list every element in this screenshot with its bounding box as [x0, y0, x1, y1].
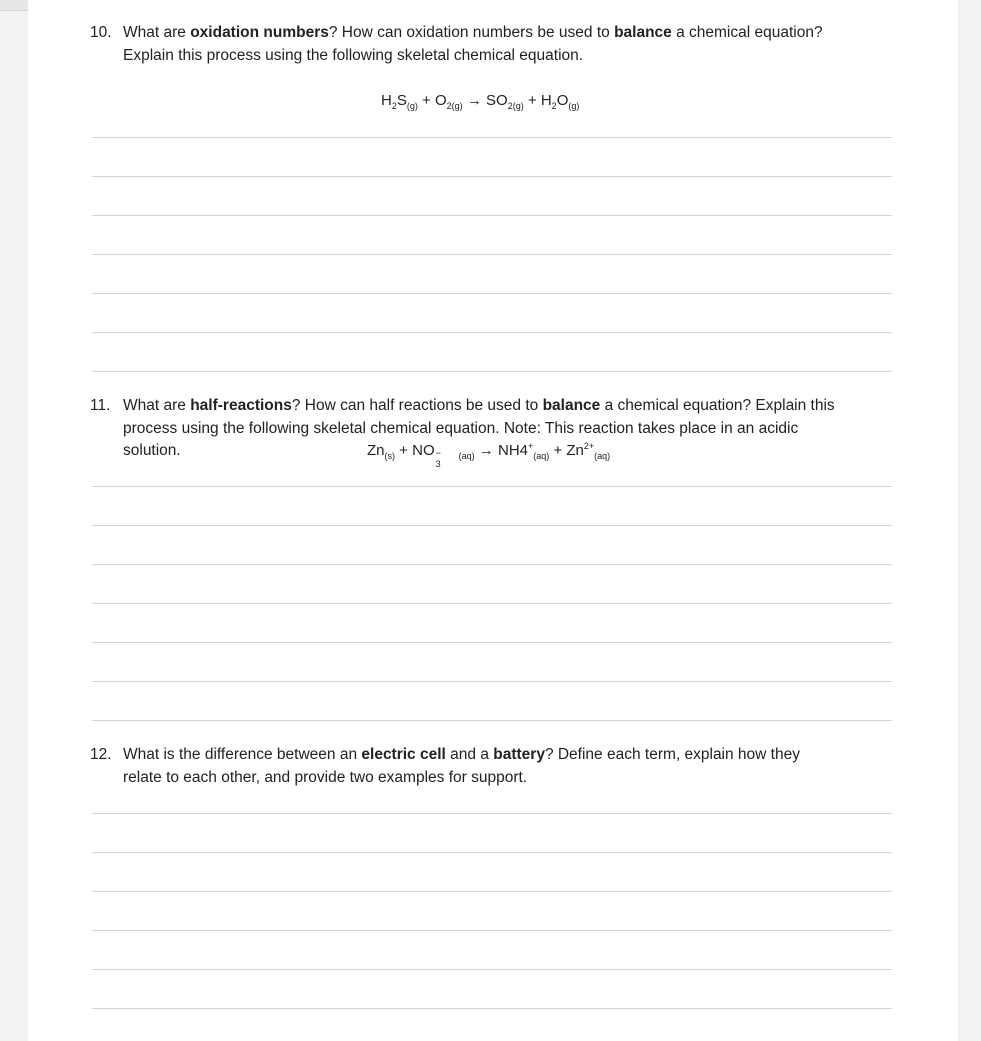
question-text: and a: [445, 746, 494, 763]
answer-line: [92, 525, 892, 526]
answer-line: [92, 720, 892, 721]
answer-line: [92, 1008, 892, 1009]
answer-line: [92, 176, 892, 177]
answer-line: [92, 486, 892, 487]
question-text: What are: [123, 24, 191, 41]
answer-line: [92, 603, 892, 604]
question-text: What are: [123, 397, 191, 414]
question-number: 12.: [90, 746, 112, 763]
question-text: a chemical equation?: [671, 24, 823, 41]
answer-line: [92, 564, 892, 565]
answer-line: [92, 137, 892, 138]
question-10: [90, 22, 900, 67]
term-electric-cell: electric cell: [361, 746, 446, 763]
answer-line: [92, 371, 892, 372]
answer-line: [92, 681, 892, 682]
question-text: relate to each other, and provide two examples for support.: [123, 768, 528, 786]
answer-line: [92, 969, 892, 970]
question-text: ? Define each term, explain how they: [544, 746, 800, 763]
question-12: [90, 744, 900, 789]
question-number: 11.: [90, 397, 111, 414]
answer-line: [92, 852, 892, 853]
question-text: a chemical equation? Explain this: [600, 397, 835, 414]
equation-11: $Zn_{(s)}$ + NO − 3 $_{(aq)} \to NH4^+_{(aq)} + Zn^{2+}_{(aq)}$: [367, 441, 611, 469]
question-text: ? How can half reactions be used to: [291, 397, 543, 414]
question-text: solution.: [123, 442, 181, 459]
answer-line: [92, 930, 892, 931]
question-text: Explain this process using the following skeletal chemical equation.: [123, 46, 584, 64]
answer-line: [92, 215, 892, 216]
answer-line: [92, 254, 892, 255]
question-text: ? How can oxidation numbers be used to: [328, 24, 615, 41]
term-battery: battery: [493, 746, 545, 763]
answer-line: [92, 891, 892, 892]
worksheet-page: [28, 0, 958, 1041]
question-number: 10.: [90, 24, 112, 41]
term-half-reactions: half-reactions: [190, 397, 292, 414]
answer-line: [92, 813, 892, 814]
question-text: process using the following skeletal chemical equation. Note: This reaction takes place in an acidic: [123, 419, 799, 437]
term-balance: balance: [614, 24, 672, 41]
answer-line: [92, 293, 892, 294]
answer-line: [92, 332, 892, 333]
answer-line: [92, 642, 892, 643]
equation-10: $H_2S_{(g)} + O_{2(g)} \to SO_{2(g)} + H_2O_{(g)}$: [381, 92, 580, 111]
question-text: What is the difference between an: [123, 746, 362, 763]
term-oxidation-numbers: oxidation numbers: [190, 24, 329, 41]
term-balance: balance: [542, 397, 601, 414]
